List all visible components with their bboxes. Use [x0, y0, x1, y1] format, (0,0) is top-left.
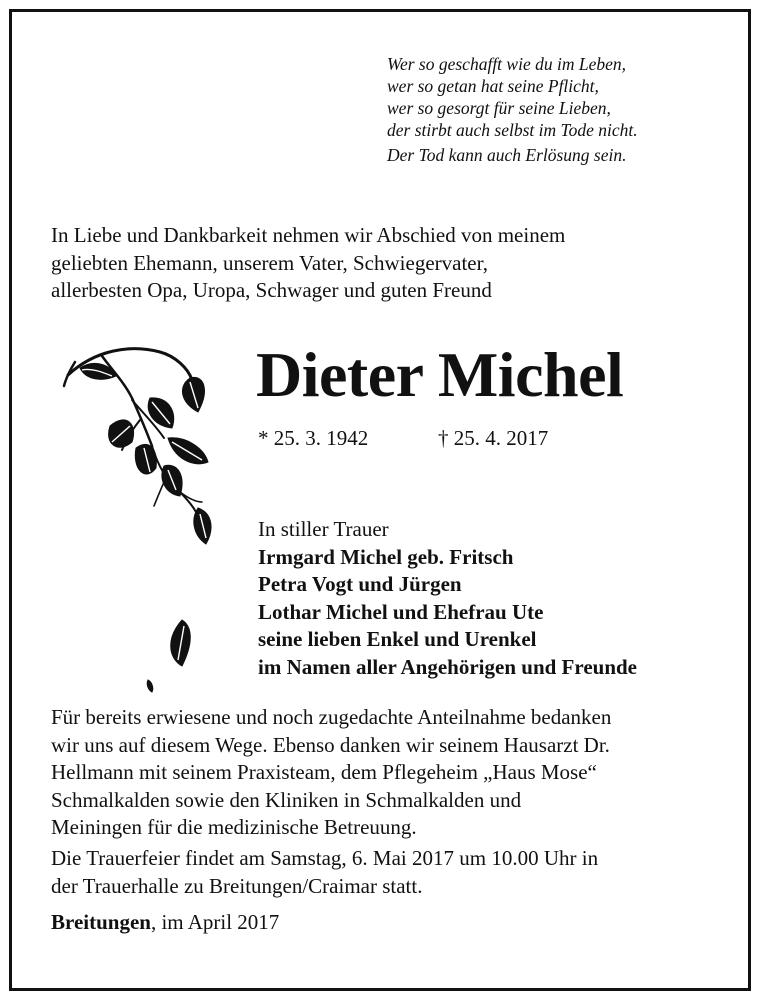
mourner-name: seine lieben Enkel und Urenkel	[258, 627, 537, 651]
deceased-name: Dieter Michel	[256, 339, 624, 410]
place-town: Breitungen	[51, 910, 151, 934]
thanks-line: Hellmann mit seinem Praxisteam, dem Pflegeheim „Haus Mose“	[51, 760, 597, 784]
thanks-line: Für bereits erwiesene und noch zugedachte Anteilnahme bedanken	[51, 705, 612, 729]
mourner-name: Petra Vogt und Jürgen	[258, 572, 462, 596]
mourner-name: Lothar Michel und Ehefrau Ute	[258, 599, 544, 624]
poem-line: wer so getan hat seine Pflicht,	[387, 76, 599, 96]
intro-line: allerbesten Opa, Uropa, Schwager und guten Freund	[51, 278, 492, 302]
thanks-line: wir uns auf diesem Wege. Ebenso danken wir seinem Hausarzt Dr.	[51, 732, 610, 757]
poem-closing-line: Der Tod kann auch Erlösung sein.	[387, 145, 627, 165]
intro-text	[51, 222, 711, 305]
poem	[387, 53, 727, 166]
funeral-line: der Trauerhalle zu Breitungen/Craimar statt.	[51, 873, 423, 898]
death-date: † 25. 4. 2017	[438, 426, 549, 450]
poem-line: wer so gesorgt für seine Lieben,	[387, 98, 611, 118]
intro-line: In Liebe und Dankbarkeit nehmen wir Abschied von meinem	[51, 223, 566, 247]
mourners-block	[258, 516, 637, 681]
thanks-line: Meiningen für die medizinische Betreuung.	[51, 815, 417, 839]
poem-line: Wer so geschafft wie du im Leben,	[387, 54, 626, 74]
thanks-text	[51, 704, 721, 842]
funeral-line: Die Trauerfeier findet am Samstag, 6. Mai 2017 um 10.00 Uhr in	[51, 846, 599, 870]
intro-line: geliebten Ehemann, unserem Vater, Schwiegervater,	[51, 250, 489, 275]
birch-branch-icon	[40, 330, 225, 700]
mourner-name: Irmgard Michel geb. Fritsch	[258, 544, 514, 569]
place-date-text: , im April 2017	[150, 910, 280, 934]
thanks-line: Schmalkalden sowie den Kliniken in Schmalkalden und	[51, 787, 522, 812]
mourners-heading: In stiller Trauer	[258, 517, 389, 541]
birth-date: * 25. 3. 1942	[258, 426, 369, 450]
life-dates	[258, 425, 549, 451]
mourner-name: im Namen aller Angehörigen und Freunde	[258, 654, 637, 679]
place-date	[51, 909, 279, 937]
poem-line: der stirbt auch selbst im Tode nicht.	[387, 120, 638, 140]
funeral-notice	[51, 845, 721, 900]
